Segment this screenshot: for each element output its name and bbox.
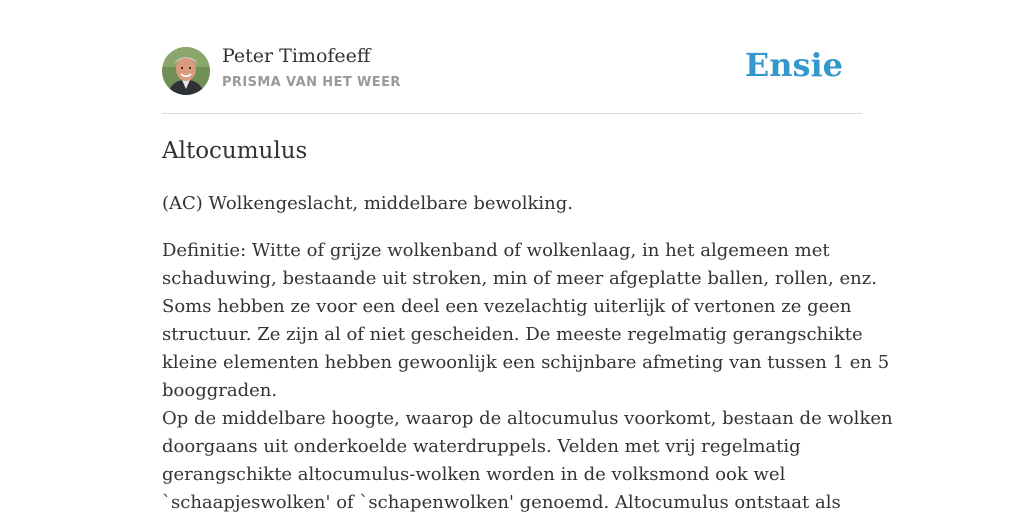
body-line: booggraden. — [162, 380, 278, 401]
header — [162, 0, 862, 114]
body-line: Op de middelbare hoogte, waarop de altocumulus voorkomt, bestaan de wolken — [162, 408, 893, 429]
body-line: `schaapjeswolken' of `schapenwolken' genoemd. Altocumulus ontstaat als — [162, 492, 841, 513]
author-name[interactable]: Peter Timofeeff — [222, 45, 371, 67]
body-line: gerangschikte altocumulus-wolken worden in de volksmond ook wel — [162, 464, 786, 485]
article-summary: (AC) Wolkengeslacht, middelbare bewolking. — [162, 193, 574, 214]
body-line: kleine elementen hebben gewoonlijk een schijnbare afmeting van tussen 1 en 5 — [162, 352, 890, 373]
body-line: structuur. Ze zijn al of niet gescheiden. De meeste regelmatig gerangschikte — [162, 324, 863, 345]
site-logo[interactable]: Ensie — [744, 46, 843, 84]
article-body — [162, 237, 893, 517]
body-line: doorgaans uit onderkoelde waterdruppels. Velden met vrij regelmatig — [162, 436, 801, 457]
body-line: schaduwing, bestaande uit stroken, min of meer afgeplatte ballen, rollen, enz. — [162, 268, 877, 289]
page — [162, 0, 893, 513]
author-portrait-icon — [162, 47, 210, 95]
body-line: Soms hebben ze voor een deel een vezelachtig uiterlijk of vertonen ze geen — [162, 296, 852, 317]
avatar[interactable] — [162, 47, 210, 95]
publication-name[interactable]: PRISMA VAN HET WEER — [222, 75, 401, 90]
body-line: Definitie: Witte of grijze wolkenband of wolkenlaag, in het algemeen met — [162, 240, 830, 261]
article-title: Altocumulus — [162, 138, 308, 164]
